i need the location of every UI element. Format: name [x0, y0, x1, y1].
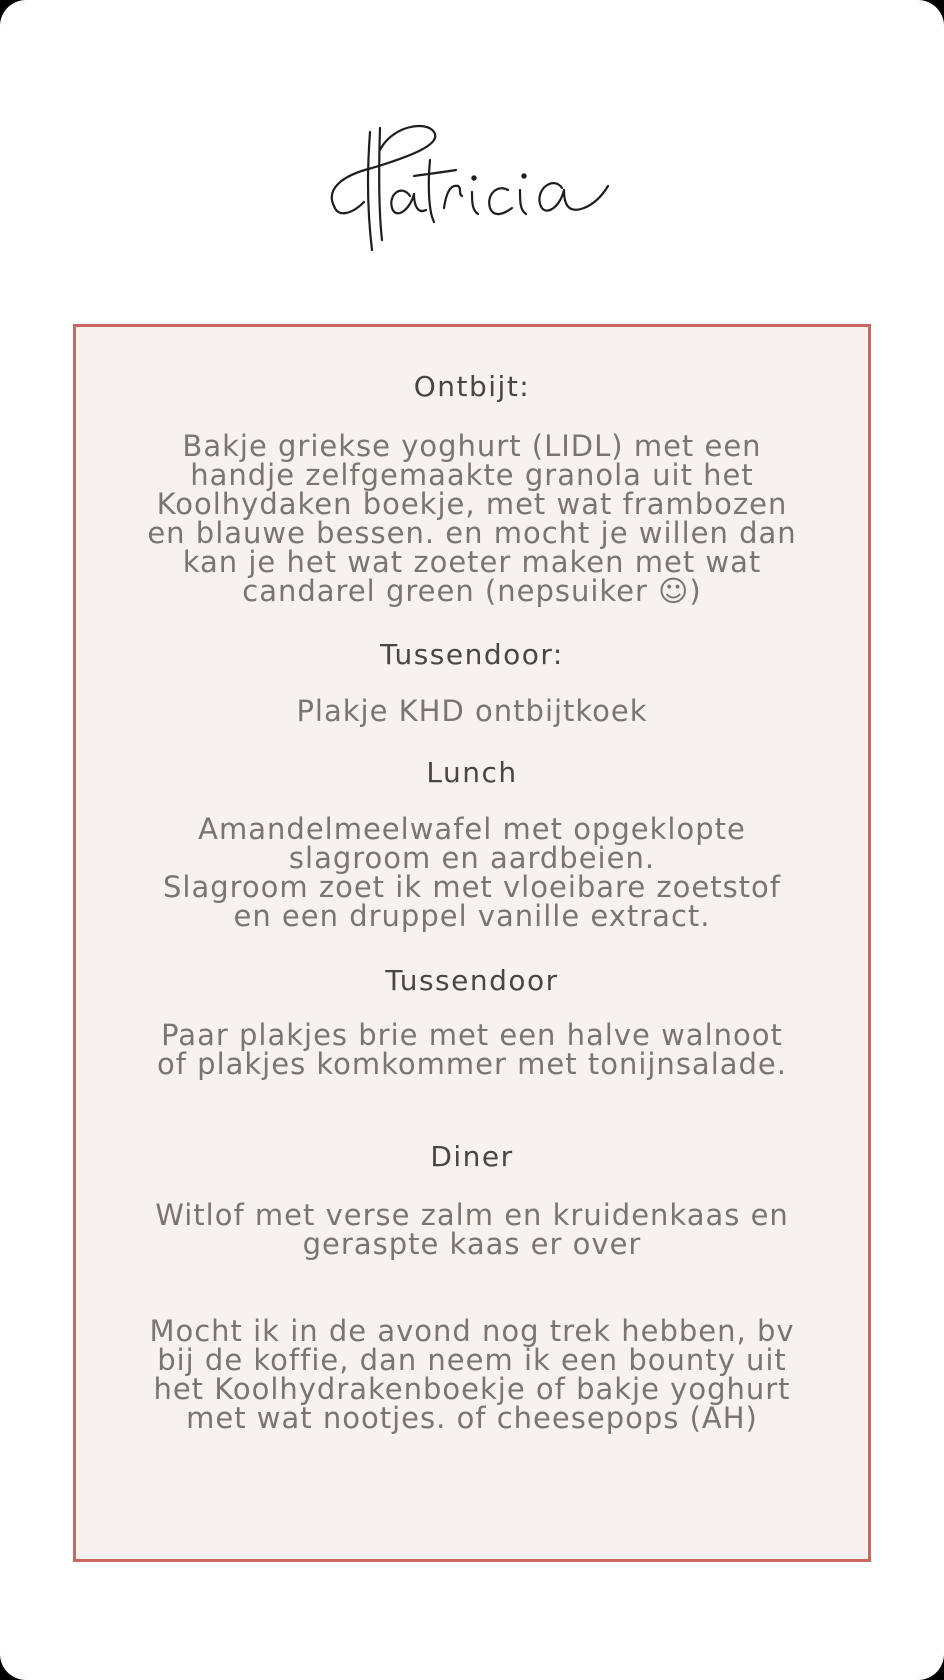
- meal-plan-card: [73, 324, 871, 1562]
- section-title-diner: Diner: [430, 1140, 514, 1173]
- section-body-lunch: Amandelmeelwafel met opgeklopte slagroom en aardbeien. Slagroom zoet ik met vloeibare zoetstof en een druppel vanille extract.: [162, 812, 782, 933]
- signature-logo: [0, 110, 944, 270]
- section-body-avond: Mocht ik in de avond nog trek hebben, bv bij de koffie, dan neem ik een bounty uit het Koolhydrakenboekje of bakje yoghurt met wat nootjes. of cheesepops (AH): [149, 1314, 795, 1435]
- section-title-lunch: Lunch: [426, 756, 518, 789]
- signature-drawing: [322, 110, 622, 270]
- section-title-tussendoor-2: Tussendoor: [385, 964, 559, 997]
- section-body-tussendoor-1: Plakje KHD ontbijtkoek: [296, 694, 648, 728]
- section-body-ontbijt: Bakje griekse yoghurt (LIDL) met een handje zelfgemaakte granola uit het Koolhydaken boekje, met wat frambozen en blauwe bessen. en mocht je willen dan kan je het wat zoeter maken met wat candarel green (nepsuiker ☺): [147, 429, 797, 608]
- section-title-ontbijt: Ontbijt:: [413, 370, 531, 403]
- section-body-tussendoor-2: Paar plakjes brie met een halve walnoot of plakjes komkommer met tonijnsalade.: [156, 1018, 787, 1081]
- section-title-tussendoor-1: Tussendoor:: [380, 638, 564, 671]
- signature-text: [0, 110, 1, 111]
- section-body-diner: Witlof met verse zalm en kruidenkaas en geraspte kaas er over: [155, 1198, 789, 1261]
